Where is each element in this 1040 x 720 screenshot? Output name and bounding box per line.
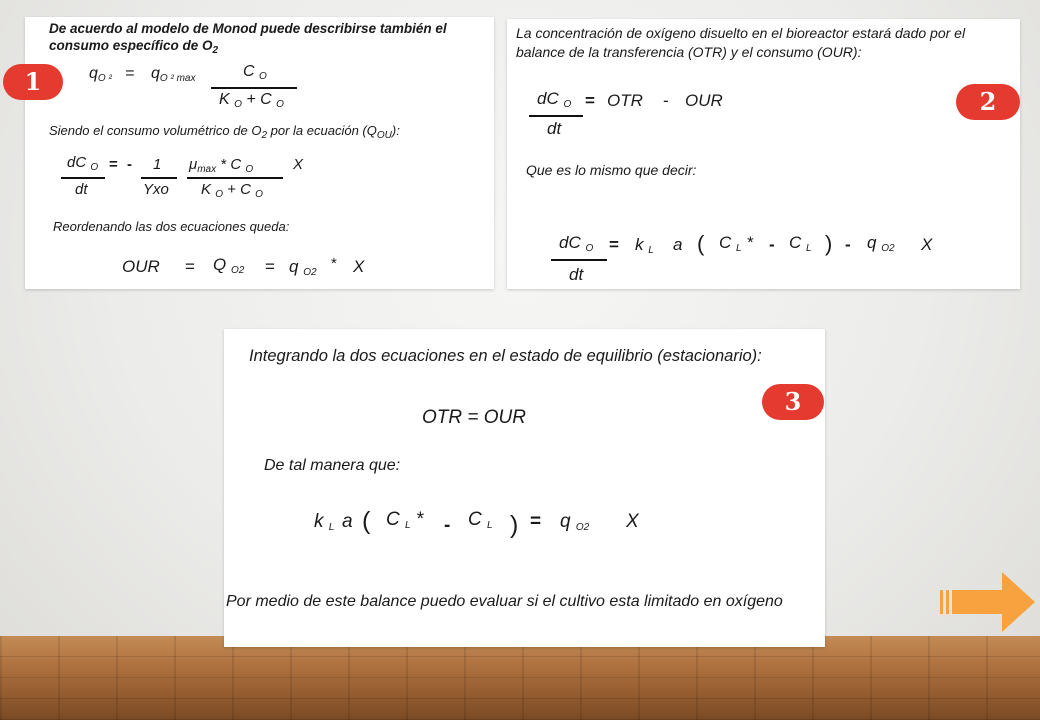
p3-eq2-lparen: (	[362, 507, 371, 535]
p2-eq2-q: q $_{O2}$	[867, 233, 895, 254]
p3-eq2-x: X	[626, 511, 639, 532]
eq3-our: OUR	[122, 257, 160, 276]
panel2-intro: La concentración de oxígeno disuelto en el bioreactor estará dado por el balance de la transferencia (OTR) y el consumo (OUR):	[516, 25, 966, 60]
p2-eq1-minus: -	[663, 91, 669, 110]
p2-eq2-x: X	[921, 235, 933, 254]
badge-1: 1	[3, 64, 63, 100]
eq3-star: *	[331, 255, 337, 272]
eq3-equals1: =	[185, 257, 195, 276]
p2-eq2-rparen: )	[825, 231, 833, 256]
p3-eq2-cl: C $_L$	[468, 509, 493, 531]
eq2-equals: =	[109, 156, 118, 173]
eq3-q: q $_{O2}$	[289, 257, 317, 278]
panel1-text3: Reordenando las dos ecuaciones queda:	[53, 219, 290, 234]
p2-eq2-minus: -	[769, 235, 775, 254]
p2-eq1-fraction-bar	[529, 115, 583, 117]
eq2-mu-max: $\mu_{max}$ * C $_O$	[189, 156, 254, 175]
p3-eq2-equals: =	[530, 511, 542, 532]
panel2-text2: Que es lo mismo que decir:	[526, 162, 697, 178]
eq3-equals2: =	[265, 257, 275, 276]
p3-eq2-kl: k $_L$	[314, 511, 335, 533]
eq3-Q: Q $_{O2}$	[213, 255, 245, 276]
eq2-dt: dt	[75, 181, 88, 198]
eq1-qmax: $q_{O ^2 max}$	[151, 65, 196, 84]
p2-eq2-kl: k $_L$	[635, 235, 654, 256]
panel3-text2: De tal manera que:	[264, 457, 401, 474]
eq2-fraction-bar-mid	[141, 177, 177, 179]
p2-eq2-fraction-bar	[551, 259, 607, 261]
p2-eq2-equals: =	[609, 235, 619, 254]
p2-eq1-otr: OTR	[607, 91, 643, 110]
panel3-intro: Integrando la dos ecuaciones en el estado de equilibrio (estacionario):	[249, 347, 762, 365]
eq3-x: X	[353, 257, 365, 276]
eq1-fraction-bar	[211, 87, 297, 89]
eq2-dc: dC $_O$	[67, 154, 99, 173]
panel3-eq1: OTR = OUR	[422, 407, 526, 428]
panel-steady-state	[224, 329, 825, 647]
badge-3: 3	[762, 384, 824, 420]
panel1-text2: Siendo el consumo volumétrico de $O_2$ por la ecuación $(Q_{OU})$:	[49, 123, 400, 141]
p2-eq2-dc: dC $_O$	[559, 233, 594, 254]
eq2-denominator: K $_O$ + C $_O$	[201, 181, 263, 200]
p2-eq1-our: OUR	[685, 91, 723, 110]
eq2-fraction-bar-right	[187, 177, 283, 179]
p2-eq2-lparen: (	[697, 231, 705, 256]
panel-oxygen-balance	[507, 19, 1020, 289]
panel1-intro: De acuerdo al modelo de Monod puede describirse también el consumo específico de $O_2$	[49, 21, 447, 56]
eq1-q-o2: $q_{O ^2}$	[89, 65, 112, 84]
wood-floor-background	[0, 636, 1040, 720]
p2-eq2-minus2: -	[845, 235, 851, 254]
eq2-minus: -	[127, 156, 132, 173]
p2-eq2-cl-star: C $_L$ *	[719, 233, 753, 254]
eq2-one: 1	[153, 156, 162, 173]
p3-eq2-q: q $_{O2}$	[560, 511, 590, 533]
eq1-numerator: C $_O$	[243, 63, 267, 82]
p3-eq2-rparen: )	[510, 511, 519, 539]
badge-2: 2	[956, 84, 1020, 120]
p2-eq2-dt: dt	[569, 265, 584, 284]
p3-eq2-a: a	[342, 511, 353, 532]
eq2-yxo: Yxo	[143, 181, 169, 198]
p2-eq1-dt: dt	[547, 119, 562, 138]
p3-eq2-cl-star: C $_L$ *	[386, 509, 424, 531]
p2-eq2-cl: C $_L$	[789, 233, 812, 254]
eq2-fraction-bar-left	[61, 177, 105, 179]
panel3-conclusion: Por medio de este balance puedo evaluar si el cultivo esta limitado en oxígeno	[226, 593, 783, 610]
next-arrow-icon[interactable]	[940, 572, 1036, 632]
eq2-x: X	[293, 156, 304, 173]
p2-eq1-equals: =	[585, 91, 595, 110]
panel-monod-model	[25, 17, 494, 289]
eq1-equals: =	[125, 65, 135, 82]
p3-eq2-minus: -	[444, 515, 451, 536]
p2-eq1-dc: dC $_O$	[537, 89, 572, 110]
eq1-denominator: K $_O$ + C $_O$	[219, 91, 284, 110]
p2-eq2-a: a	[673, 235, 683, 254]
